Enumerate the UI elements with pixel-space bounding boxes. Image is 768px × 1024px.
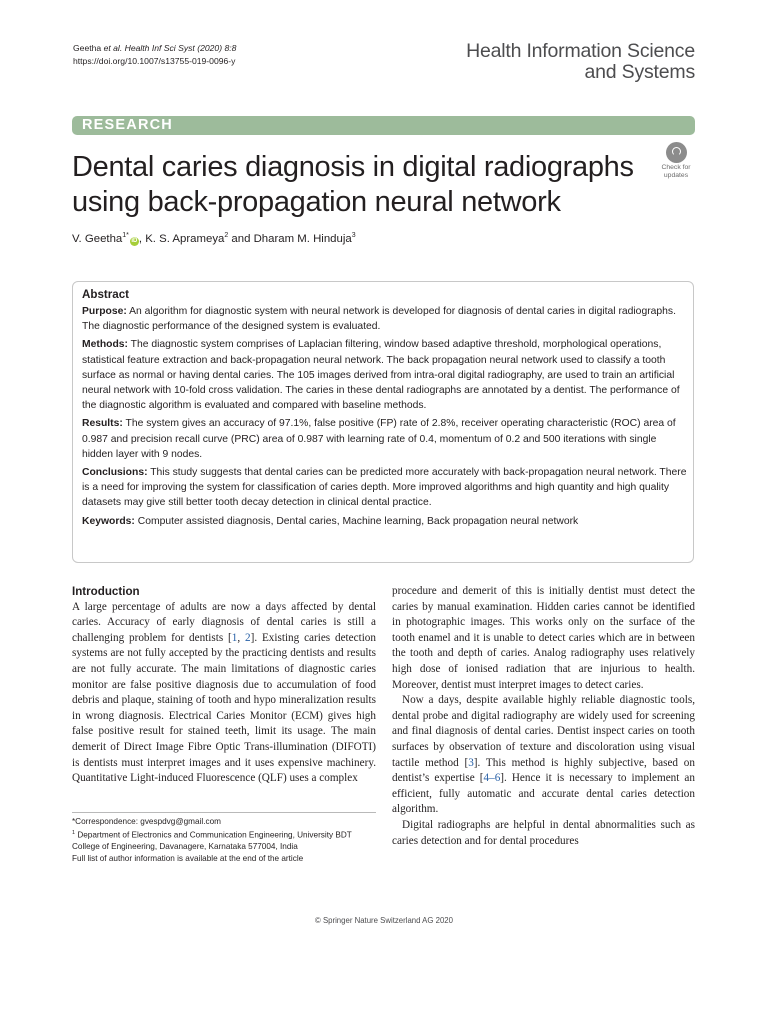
body-paragraph (392, 693, 695, 818)
affiliation-text: Department of Electronics and Communication Engineering, University BDT College of Engineering, Davanagere, Karnataka 577004, India (72, 830, 352, 852)
citation-author: Geetha (73, 43, 102, 53)
paragraph-text: Now a days, despite available highly reliable diagnostic tools, dental probe and digital radiography are widely used for screening and final diagnosis of dental caries. Dentist inspect caries on tooth surfaces by observation of texture and discoloration using visual tactile method [ (392, 694, 695, 769)
abstract-results (82, 416, 687, 462)
author-affiliation-marker: 1* (122, 232, 129, 239)
abstract-section-text: The diagnostic system comprises of Laplacian filtering, window based adaptive threshold, morphological operations, statistical feature extraction and back-propagation neural network. The back propagation neural network used to classify a tooth surface as normal or having dental caries. The 105 images derived from intra-oral digital radiography, are used to train an artificial neural network with 10-fold cross validation. The caries in these dental radiographs are annotated by a dentist. The performance of the diagnostic algorithm is evaluated and compared with baseline methods. (82, 339, 680, 412)
author-list (72, 232, 356, 246)
abstract-keywords (82, 514, 687, 529)
abstract-section-label: Conclusions: (82, 467, 148, 479)
journal-name (466, 41, 695, 83)
author-name: , K. S. Aprameya (138, 232, 225, 245)
paragraph-text: A large percentage of adults are now a days affected by dental caries. Accuracy of early diagnosis of dental caries is still a challenging problem for dentists [ (72, 600, 376, 644)
author-affiliation-marker: 2 (224, 232, 229, 239)
orcid-icon[interactable]: iD (131, 237, 138, 244)
author-name: and Dharam M. Hinduja (228, 232, 352, 245)
article-title: Dental caries diagnosis in digital radiographs using back-propagation neural network (72, 151, 634, 218)
section-heading-introduction: Introduction (72, 585, 140, 598)
abstract-methods (82, 337, 687, 413)
abstract-section-label: Results: (82, 418, 123, 430)
abstract-content (82, 287, 687, 532)
citation-journal: et al. Health Inf Sci Syst (2020) 8:8 (103, 43, 237, 53)
author-info-note: Full list of author information is available at the end of the article (72, 853, 304, 863)
crossmark-label-line1: Check for (661, 164, 691, 171)
journal-name-line1: Health Information Science (466, 40, 695, 62)
abstract-conclusions (82, 465, 687, 511)
author-name: V. Geetha (72, 232, 123, 245)
body-column-right (392, 584, 695, 849)
citation-link[interactable]: 1 (231, 631, 238, 644)
abstract-purpose (82, 304, 687, 334)
copyright-notice: © Springer Nature Switzerland AG 2020 (315, 916, 453, 925)
check-for-updates-badge[interactable] (656, 142, 696, 182)
paragraph-text: ]. This method is highly subjective, based on dentist’s expertise [ (392, 756, 695, 785)
citation-link[interactable]: 3 (468, 756, 474, 769)
correspondence-note: *Correspondence: gvespdvg@gmail.com (72, 817, 221, 826)
abstract-heading: Abstract (82, 288, 130, 301)
abstract-section-text: The system gives an accuracy of 97.1%, false positive (FP) rate of 2.8%, receiver operating characteristic (ROC) area of 0.987 and precision recall curve (PRC) area of 0.987 with learning rate of 0.4, momentum of 0.2 and 500 iterations with single hidden layer with 9 nodes. (82, 418, 676, 460)
crossmark-icon (666, 142, 687, 163)
author-affiliation-marker: 3 (351, 232, 356, 239)
crossmark-label-line2: updates (663, 172, 689, 179)
body-paragraph: procedure and demerit of this is initially dentist must detect the caries by manual examination. Hidden caries cannot be identified in photographic images. This works only on the surface of the tooth enamel and it is unable to detect caries which are in between the tooth and depth of caries. Analog radiography uses relatively high dose of ionised radiation that are injurious to health. Moreover, dentist must interpret images to detect caries. (392, 585, 695, 691)
abstract-section-text: This study suggests that dental caries can be predicted more accurately with back-propagation neural network. There is a need for improving the system for classification of caries depth. More improved algorithms and high quantity and high quality datasets may give still better tooth decay detection in clinical dental practice. (82, 467, 687, 509)
paragraph-text: ]. Existing caries detection systems are not fully accepted by the practicing dentists and results are not fully accurate. The main limitations of diagnostic caries monitor are false positive diagnosis due to accumulation of food debris and plaque, staining of tooth and hypo mineralization results in wrong diagnosis. Electrical Caries Monitor (ECM) gives high false positive result for stained teeth, limit its usage. The main demerit of Direct Image Fibre Optic Trans-illumination (DIFOTI) is dentists must interpret images and it uses expensive machinery. Quantitative Light-induced Fluorescence (QLF) uses a complex (72, 631, 376, 785)
abstract-section-label: Methods: (82, 339, 128, 351)
abstract-section-label: Keywords: (82, 515, 135, 527)
abstract-section-label: Purpose: (82, 306, 127, 317)
article-type-band (72, 116, 695, 135)
paragraph-text: , (237, 631, 245, 644)
abstract-box (72, 281, 694, 563)
paragraph-text: ]. Hence it is necessary to implement an efficient, fully automatic and accurate dental caries detection algorithm. (392, 772, 695, 816)
body-paragraph: Digital radiographs are helpful in dental abnormalities such as caries detection and for dental procedures (392, 818, 695, 847)
citation-link[interactable]: 2 (245, 631, 251, 644)
affiliation-marker: 1 (72, 829, 76, 836)
citation-block (73, 42, 236, 67)
citation-line (73, 42, 236, 55)
doi-link[interactable]: https://doi.org/10.1007/s13755-019-0096-y (73, 55, 236, 66)
footnotes (72, 812, 376, 865)
body-column-left (72, 584, 376, 787)
journal-name-line2: and Systems (584, 61, 695, 83)
citation-link[interactable]: 4–6 (483, 772, 501, 785)
body-paragraph (72, 600, 376, 787)
article-type-label: RESEARCH (82, 117, 173, 133)
abstract-section-text: An algorithm for diagnostic system with neural network is developed for diagnosis of dental caries in digital radiographs. The diagnostic performance of the designed system is evaluated. (82, 306, 676, 333)
affiliation-note (72, 828, 376, 853)
abstract-section-text: Computer assisted diagnosis, Dental caries, Machine learning, Back propagation neural network (137, 515, 579, 527)
